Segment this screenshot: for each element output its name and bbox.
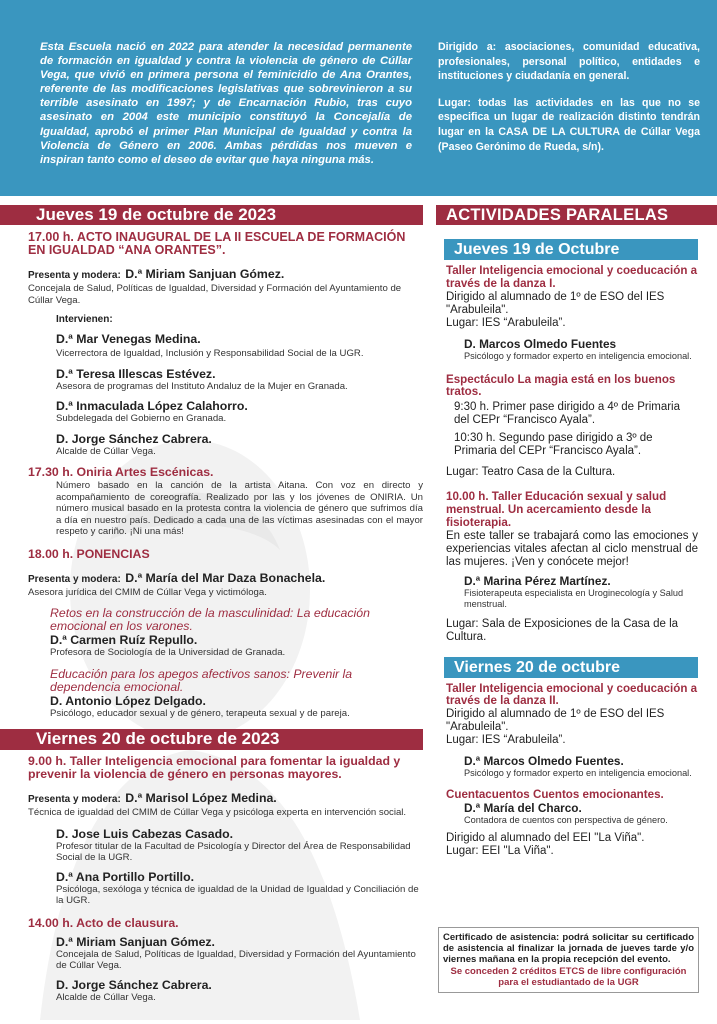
talk-speaker-desc: Profesora de Sociología de la Universidad de Granada. xyxy=(50,647,286,658)
activity-body: Dirigido al alumnado de 1º de ESO del IES "Arabuleila". xyxy=(446,290,665,316)
activity-title: Taller Inteligencia emocional y coeducación a través de la danza II. xyxy=(446,681,698,708)
fri-taller xyxy=(436,683,698,780)
speaker-desc: Psicólogo y formador experto en inteligencia emocional. xyxy=(464,350,692,361)
speaker xyxy=(56,432,423,458)
talk-title: Educación para los apegos afectivos sanos: Prevenir la dependencia emocional. xyxy=(50,666,353,694)
taller-sexual xyxy=(436,491,698,643)
clausura-title: 14.00 h. Acto de clausura. xyxy=(28,915,179,930)
header-banner xyxy=(0,0,717,196)
speaker xyxy=(56,978,423,1004)
intervienen-label: Intervienen: xyxy=(56,314,113,325)
program-column xyxy=(28,205,423,1003)
speaker-desc: Profesor titular de la Facultad de Psicología y Director del Área de Responsabilidad Social de la UGR. xyxy=(56,840,411,863)
speaker xyxy=(56,399,423,425)
intro-text: Esta Escuela nació en 2022 para atender la necesidad permanente de formación en igualdad y contra la violencia de género de Cúllar Vega, que vivió en primera persona el feminicidio de Ana Orantes, referente de las modificaciones legislativas que sobrevinieron a su terrible asesinato en 1997; y de Encarnación Rubio, tras cuyo asesinato en 2004 este municipio constituyó la Concejalía de Igualdad, aprobó el primer Plan Municipal de Igualdad y contra la Violencia de Género en 2006. Ambas pérdidas nos mueven e inspiran tanto como el deseo de evitar que haya ninguna más. xyxy=(40,41,412,166)
activity-title: Taller Inteligencia emocional y coeducación a través de la danza I. xyxy=(446,264,698,290)
activity-speaker xyxy=(446,338,698,362)
speaker-desc: Contadora de cuentos con perspectiva de género. xyxy=(464,814,668,825)
lugar-text: Lugar: todas las actividades en las que no se especifica un lugar de realización distinto tendrán lugar en la CASA DE LA CULTURA de Cúllar Vega (Paseo Gerónimo de Rueda, s/n). xyxy=(438,96,700,153)
speaker-desc: Fisioterapeuta especialista en Uroginecología y Salud menstrual. xyxy=(464,587,684,609)
info-box xyxy=(438,40,700,154)
day1-heading: Jueves 19 de octubre de 2023 xyxy=(0,205,423,225)
speaker xyxy=(56,827,423,864)
speaker-name: D. Jorge Sánchez Cabrera. xyxy=(56,977,212,992)
speaker-desc: Concejala de Salud, Políticas de Igualdad, Diversidad y Formación del Ayuntamiento de Cúllar Vega. xyxy=(56,948,416,971)
certificado-text: Certificado de asistencia: podrá solicitar su certificado de asistencia al finalizar la jornada de jueves tarde y/o viernes mañana en la propia recepción del evento. xyxy=(443,932,694,966)
speaker xyxy=(56,870,423,907)
talk-title: Retos en la construcción de la masculinidad: La educación emocional en los varones. xyxy=(50,606,370,633)
activity-speaker xyxy=(446,802,698,826)
presenta-desc: Concejala de Salud, Políticas de Igualdad, Diversidad y Formación del Ayuntamiento de Cúllar Vega. xyxy=(28,283,402,306)
dirigido-text: Dirigido a: asociaciones, comunidad educativa, profesionales, personal político, entidades e instituciones y ciudadanía en general. xyxy=(438,41,700,83)
acto-inaugural-title: 17.00 h. ACTO INAUGURAL DE LA II ESCUELA DE FORMACIÓN EN IGUALDAD “ANA ORANTES”. xyxy=(28,230,406,257)
day2-speakers xyxy=(56,827,423,907)
speaker-name: D.ª Ana Portillo Portillo. xyxy=(56,869,194,884)
talk-speaker-desc: Psicólogo, educador sexual y de género, terapeuta sexual y de pareja. xyxy=(50,707,350,719)
taller-mayores-title: 9.00 h. Taller Inteligencia emocional para fomentar la igualdad y prevenir la violencia de género en personas mayores. xyxy=(28,754,401,781)
activity-lugar: Lugar: Teatro Casa de la Cultura. xyxy=(446,466,616,479)
presenta-desc: Técnica de igualdad del CMIM de Cúllar Vega y psicóloga experta en intervención social. xyxy=(28,807,407,818)
speaker-desc: Alcalde de Cúllar Vega. xyxy=(56,445,156,457)
activity-lugar: Lugar: IES “Arabuleila”. xyxy=(446,734,566,747)
speaker-name: D. Jose Luis Cabezas Casado. xyxy=(56,826,234,841)
activity-title: 10.00 h. Taller Educación sexual y salud menstrual. Un acercamiento desde la fisioterapia. xyxy=(446,490,667,529)
speaker-name: D.ª Marcos Olmedo Fuentes. xyxy=(464,754,624,769)
activity-body: En este taller se trabajará como las emociones y experiencias vitales afectan al ciclo menstrual de las mujeres. ¡Ven y conócete mejor! xyxy=(446,529,698,568)
activity-title: Cuentacuentos Cuentos emocionantes. xyxy=(446,788,664,802)
oniria-text: Número basado en la canción de la artista Aitana. Con voz en directo y acompañamiento de coreografía. Realizado por las y los jóvenes de ONIRIA. Un número musical basado en la protesta contra la violencia de género que sufrimos día a día en nuestro país. Dedicado a cada una de las víctimas asesinadas con el mayor respeto y cariño. ¡Ni una más! xyxy=(56,480,423,537)
activity-speaker xyxy=(446,575,698,610)
oniria-title: 17.30 h. Oniria Artes Escénicas. xyxy=(28,465,214,479)
presenta-name: D.ª Marisol López Medina. xyxy=(125,791,277,805)
speaker-name: D.ª María del Charco. xyxy=(464,800,582,815)
activity-lugar: Lugar: EEI "La Viña". xyxy=(446,844,554,857)
speaker-desc: Vicerrectora de Igualdad, Inclusión y Responsabilidad Social de la UGR. xyxy=(56,348,364,359)
presenta-label: Presenta y modera: xyxy=(28,794,121,805)
ponencias-title: 18.00 h. PONENCIAS xyxy=(28,546,150,561)
talk-1 xyxy=(50,607,423,659)
speaker-name: D. Marcos Olmedo Fuentes xyxy=(464,336,617,351)
cuentacuentos xyxy=(436,789,698,858)
certificado-box xyxy=(438,927,699,993)
speaker-name: D. Jorge Sánchez Cabrera. xyxy=(56,431,212,446)
speaker-name: D.ª Miriam Sanjuan Gómez. xyxy=(56,934,215,949)
speaker-name: D.ª Marina Pérez Martínez. xyxy=(464,573,611,588)
paralelas-heading: ACTIVIDADES PARALELAS xyxy=(436,205,717,225)
fri-heading: Viernes 20 de octubre xyxy=(444,657,698,678)
speaker-desc: Subdelegada del Gobierno en Granada. xyxy=(56,413,227,424)
activity-speaker xyxy=(446,755,698,779)
parallel-activities-column xyxy=(436,205,698,858)
talk-speaker: D.ª Carmen Ruíz Repullo. xyxy=(50,633,198,647)
speaker-desc: Alcalde de Cúllar Vega. xyxy=(56,991,156,1003)
speaker-name: D.ª Teresa Illescas Estévez. xyxy=(56,366,216,381)
speaker xyxy=(56,332,423,360)
activity-pase: 10:30 h. Segundo pase dirigido a 3º de Primaria del CEPr “Francisco Ayala”. xyxy=(454,432,653,458)
speaker-desc: Psicólogo y formador experto en inteligencia emocional. xyxy=(464,768,692,779)
activity-lugar: Lugar: Sala de Exposiciones de la Casa de la Cultura. xyxy=(446,617,679,643)
presenta-desc: Asesora jurídica del CMIM de Cúllar Vega y victimóloga. xyxy=(28,586,267,598)
activity-body: Dirigido al alumnado del EEI "La Viña". xyxy=(446,831,645,844)
speaker-desc: Psicóloga, sexóloga y técnica de igualdad de la Unidad de Igualdad y Conciliación de la UGR. xyxy=(56,883,419,906)
intervienen-block xyxy=(56,314,423,457)
activity-pase: 9:30 h. Primer pase dirigido a 4º de Primaria del CEPr “Francisco Ayala”. xyxy=(454,401,681,427)
presenta-name: D.ª María del Mar Daza Bonachela. xyxy=(125,570,326,585)
speaker xyxy=(56,367,423,393)
clausura-speakers xyxy=(56,935,423,1004)
speaker-name: D.ª Inmaculada López Calahorro. xyxy=(56,399,248,413)
day2-presenta xyxy=(28,789,423,819)
activity-body: Dirigido al alumnado de 1º de ESO del IES "Arabuleila". xyxy=(446,708,665,734)
activity-lugar: Lugar: IES “Arabuleila”. xyxy=(446,316,566,329)
day2-heading: Viernes 20 de octubre de 2023 xyxy=(0,729,423,750)
talk-speaker: D. Antonio López Delgado. xyxy=(50,693,206,708)
talk-2 xyxy=(50,668,423,720)
creditos-text: Se conceden 2 créditos ETCS de libre configuración para el estudiantado de la UGR xyxy=(450,965,687,988)
thu-taller xyxy=(436,265,698,362)
ponencias-presenta xyxy=(28,569,423,599)
speaker xyxy=(56,935,423,972)
day1-presenta xyxy=(28,265,423,306)
speaker-name: D.ª Mar Venegas Medina. xyxy=(56,332,201,346)
speaker-desc: Asesora de programas del Instituto Andaluz de la Mujer en Granada. xyxy=(56,380,348,392)
espectaculo xyxy=(436,374,698,480)
presenta-name: D.ª Miriam Sanjuan Gómez. xyxy=(125,267,285,281)
activity-title: Espectáculo La magia está en los buenos tratos. xyxy=(446,372,676,399)
thu-heading: Jueves 19 de Octubre xyxy=(444,239,698,260)
presenta-label: Presenta y modera: xyxy=(28,270,121,281)
presenta-label: Presenta y modera: xyxy=(28,573,121,585)
